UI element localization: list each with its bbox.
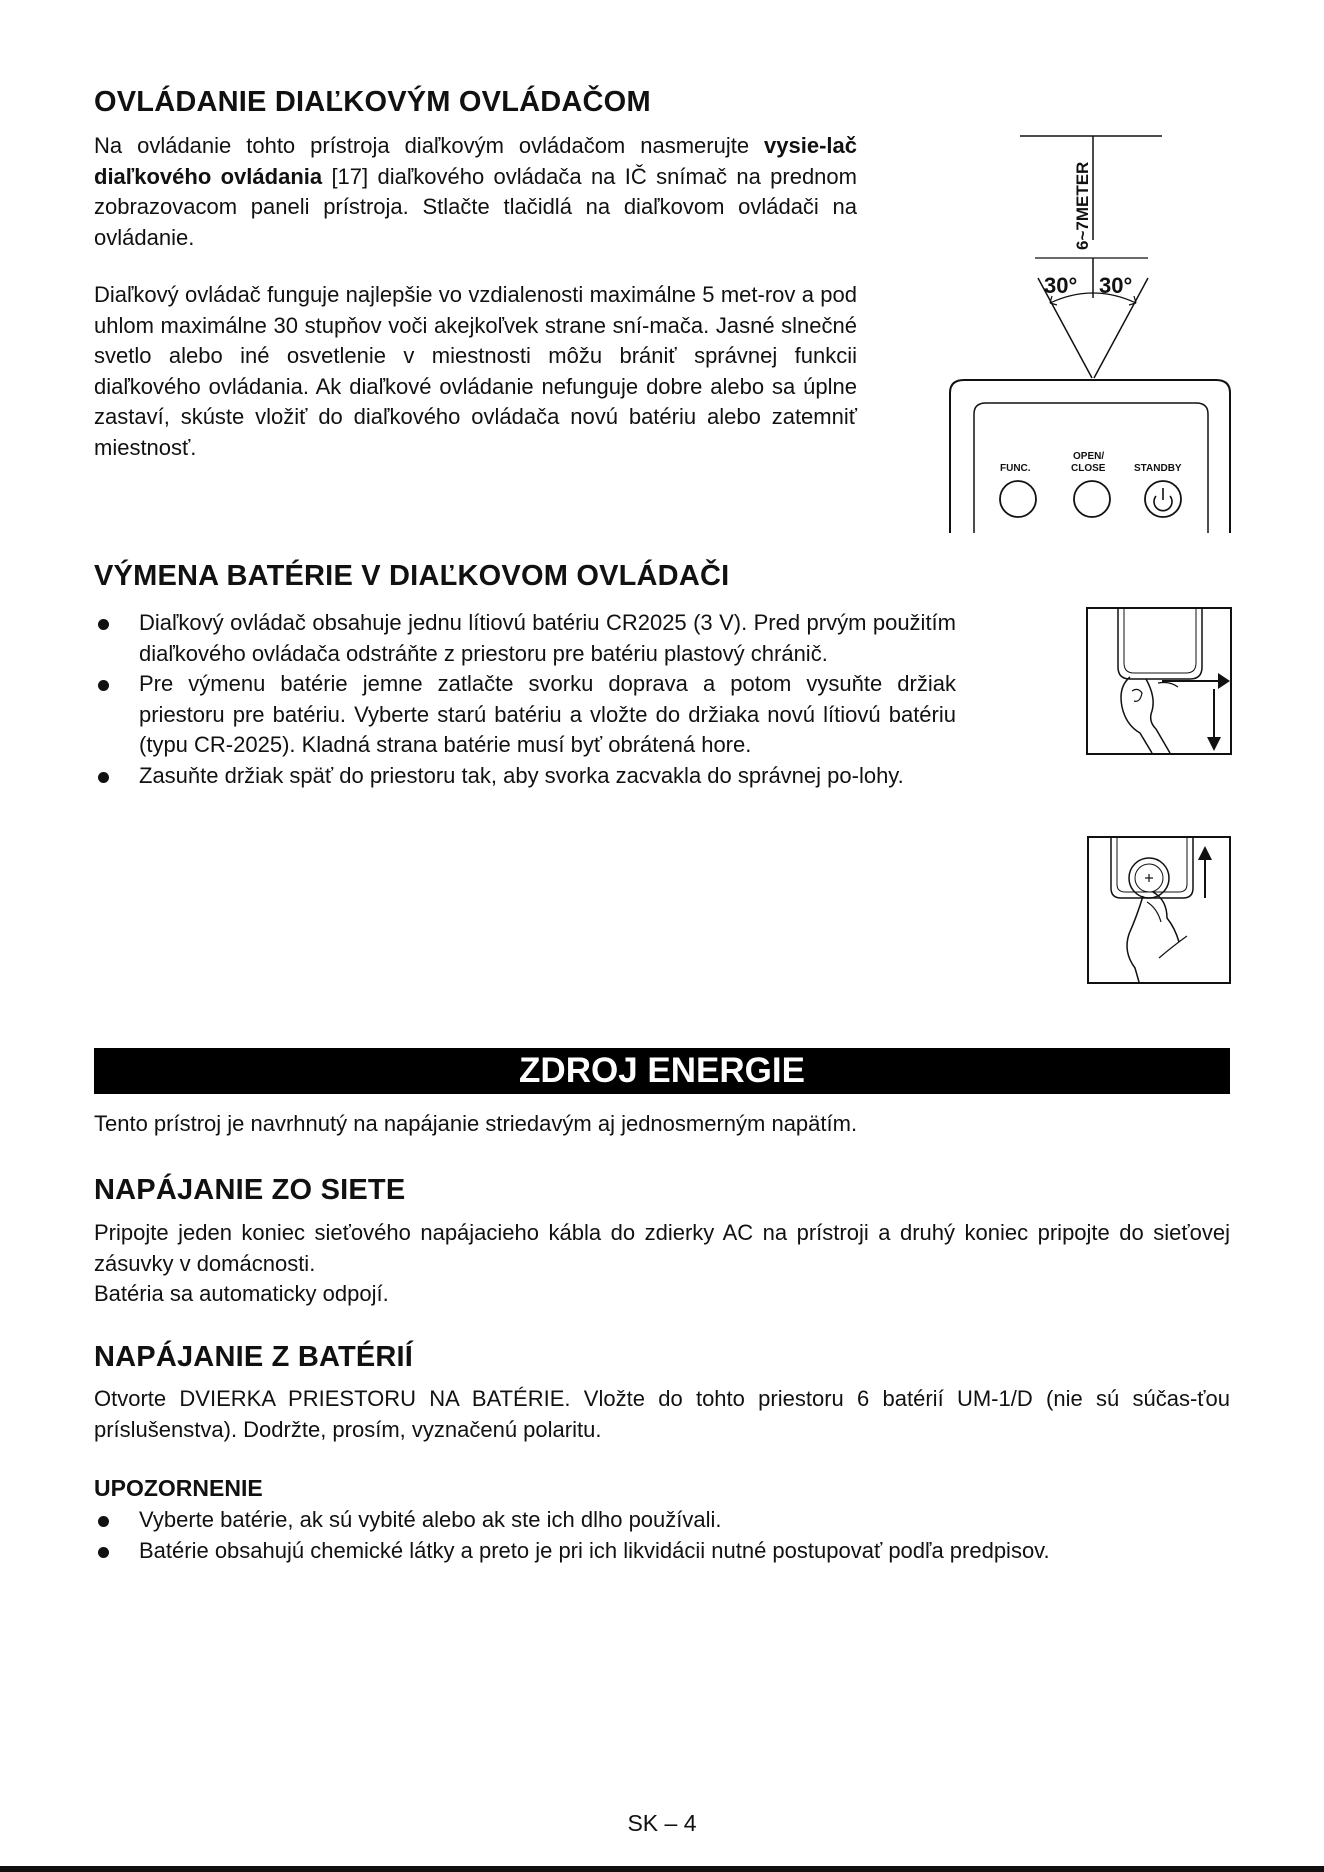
- standby-button-label: STANDBY: [1134, 463, 1182, 474]
- func-button-icon: [1000, 481, 1036, 517]
- warning-list: [94, 1505, 1230, 1566]
- bottom-rule: [0, 1866, 1324, 1872]
- list-item: Pre výmenu batérie jemne zatlačte svorku doprava a potom vysuňte držiak priestoru pre batériu. Vyberte starú batériu a vložte do držiaka novú lítiovú batériu (typu CR-2025). Kladná strana batérie musí byť obrátená hore.: [94, 669, 956, 761]
- mains-power-line-2: Batéria sa automaticky odpojí.: [94, 1281, 389, 1306]
- power-source-banner: ZDROJ ENERGIE: [94, 1048, 1230, 1094]
- page-number: SK – 4: [627, 1810, 697, 1836]
- distance-label: 6~7METER: [1073, 161, 1092, 250]
- section-title-battery-replacement: VÝMENA BATÉRIE V DIAĽKOVOM OVLÁDAČI: [94, 560, 730, 592]
- list-item: Vyberte batérie, ak sú vybité alebo ak ste ich dlho používali.: [94, 1505, 1230, 1536]
- open-button-label-1: OPEN/: [1073, 451, 1105, 462]
- open-button-label-2: CLOSE: [1071, 463, 1106, 474]
- list-item: Batérie obsahujú chemické látky a preto je pri ich likvidácii nutné postupovať podľa predpisov.: [94, 1536, 1230, 1567]
- list-item: Diaľkový ovládač obsahuje jednu lítiovú batériu CR2025 (3 V). Pred prvým použitím diaľkového ovládača odstráňte z priestoru pre batériu plastový chránič.: [94, 608, 956, 669]
- list-item: Zasuňte držiak späť do priestoru tak, aby svorka zacvakla do správnej po-lohy.: [94, 761, 956, 792]
- power-intro-text: Tento prístroj je navrhnutý na napájanie striedavým aj jednosmerným napätím.: [94, 1111, 858, 1136]
- section-title-mains-power: NAPÁJANIE ZO SIETE: [94, 1174, 406, 1206]
- mains-power-text: [94, 1218, 1230, 1310]
- open-close-button-icon: [1074, 481, 1110, 517]
- remote-control-paragraph-1: Na ovládanie tohto prístroja diaľkovým ovládačom nasmerujte vysie-lač diaľkového ovládania [17] diaľkového ovládača na IČ snímač na prednom zobrazovacom paneli prístroja. Stlačte tlačidlá na diaľkovom ovládači na ovládanie.: [94, 133, 857, 250]
- angle-right-label: 30°: [1099, 273, 1133, 298]
- section-title-battery-power: NAPÁJANIE Z BATÉRIÍ: [94, 1341, 414, 1373]
- warning-title: UPOZORNENIE: [94, 1475, 263, 1501]
- func-button-label: FUNC.: [1000, 463, 1031, 474]
- battery-replacement-list: [94, 608, 956, 791]
- battery-power-text: Otvorte DVIERKA PRIESTORU NA BATÉRIE. Vložte do tohto priestoru 6 batérií UM-1/D (nie sú súčas-ťou príslušenstva). Dodržte, prosím, vyznačenú polaritu.: [94, 1386, 1230, 1442]
- bold-term-transmitter: vysie-lač diaľkového ovládania: [94, 133, 857, 189]
- remote-range-diagram: [940, 128, 1240, 533]
- battery-insert-illustration: [1087, 836, 1231, 984]
- angle-left-label: 30°: [1044, 273, 1078, 298]
- battery-removal-illustration: [1086, 607, 1232, 755]
- section-title-remote-control: OVLÁDANIE DIAĽKOVÝM OVLÁDAČOM: [94, 86, 651, 118]
- remote-control-paragraph-2: Diaľkový ovládač funguje najlepšie vo vzdialenosti maximálne 5 met-rov a pod uhlom maximálne 30 stupňov voči akejkoľvek strane sní-mača. Jasné slnečné svetlo alebo iné osvetlenie v miestnosti môžu brániť správnej funkcii diaľkového ovládania. Ak diaľkové ovládanie nefunguje dobre alebo sa úplne zastaví, skúste vložiť do diaľkového ovládača novú batériu alebo zatemniť miestnosť.: [94, 282, 857, 460]
- mains-power-line-1: Pripojte jeden koniec sieťového napájacieho kábla do zdierky AC na prístroji a druhý koniec pripojte do sieťovej zásuvky v domácnosti.: [94, 1220, 1230, 1276]
